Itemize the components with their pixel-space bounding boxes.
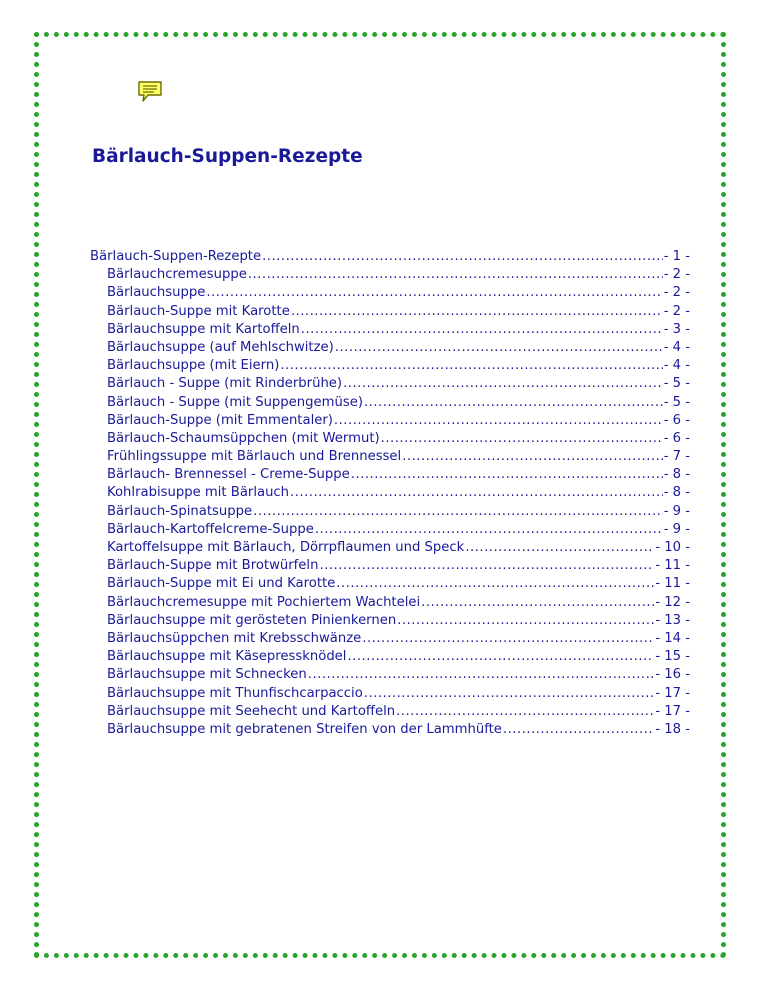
toc-page-number: - 15 - — [655, 649, 690, 665]
toc-entry-label: Bärlauch-Kartoffelcreme-Suppe — [107, 521, 314, 537]
toc-entry[interactable] — [90, 375, 690, 393]
toc-dot-leader — [308, 666, 655, 684]
toc-entry[interactable] — [90, 539, 690, 557]
toc-entry[interactable] — [90, 248, 690, 266]
toc-page-number: - 17 - — [655, 685, 690, 701]
toc-page-number: - 7 - — [663, 449, 690, 465]
comment-note-icon[interactable] — [137, 80, 163, 104]
toc-entry[interactable] — [90, 557, 690, 575]
toc-entry-label: Bärlauch-Suppe (mit Emmentaler) — [107, 412, 333, 428]
toc-dot-leader — [397, 612, 654, 630]
toc-entry-label: Bärlauch - Suppe (mit Suppengemüse) — [107, 394, 363, 410]
toc-page-number: - 11 - — [655, 576, 690, 592]
toc-dot-leader — [291, 303, 663, 321]
toc-entry[interactable] — [90, 284, 690, 302]
toc-entry[interactable] — [90, 503, 690, 521]
toc-page-number: - 13 - — [655, 612, 690, 628]
toc-page-number: - 10 - — [655, 540, 690, 555]
toc-dot-leader — [465, 539, 654, 557]
toc-entry[interactable] — [90, 321, 690, 339]
toc-dot-leader — [364, 394, 663, 412]
toc-entry[interactable] — [90, 521, 690, 539]
toc-entry-label: Bärlauchsüppchen mit Krebsschwänze — [107, 630, 362, 646]
toc-page-number: - 12 - — [655, 594, 690, 610]
toc-entry-label: Bärlauchsuppe mit Käsepressknödel — [107, 649, 347, 665]
toc-entry-label: Bärlauch-Suppen-Rezepte — [90, 249, 262, 264]
toc-entry[interactable] — [90, 594, 690, 612]
toc-entry-label: Bärlauch-Schaumsüppchen (mit Wermut) — [107, 430, 380, 446]
toc-entry[interactable] — [90, 394, 690, 412]
toc-entry-label: Frühlingssuppe mit Bärlauch und Brennessel — [107, 449, 402, 465]
toc-entry-label: Bärlauchsuppe (mit Eiern) — [107, 358, 280, 374]
page-title: Bärlauch-Suppen-Rezepte — [92, 146, 363, 167]
toc-page-number: - 5 - — [663, 376, 690, 392]
toc-entry-label: Bärlauchsuppe (auf Mehlschwitze) — [107, 339, 334, 355]
toc-page-number: - 3 - — [663, 321, 690, 337]
toc-entry-label: Bärlauch - Suppe (mit Rinderbrühe) — [107, 376, 343, 392]
toc-dot-leader — [351, 466, 663, 484]
toc-dot-leader — [319, 557, 654, 575]
toc-dot-leader — [290, 484, 663, 502]
toc-entry[interactable] — [90, 466, 690, 484]
toc-entry[interactable] — [90, 430, 690, 448]
toc-entry[interactable] — [90, 448, 690, 466]
toc-entry[interactable] — [90, 339, 690, 357]
toc-entry[interactable] — [90, 666, 690, 684]
toc-page-number: - 8 - — [663, 467, 690, 483]
toc-entry[interactable] — [90, 648, 690, 666]
toc-dot-leader — [362, 630, 654, 648]
toc-entry[interactable] — [90, 575, 690, 593]
toc-entry-label: Bärlauchsuppe mit Thunfischcarpaccio — [107, 685, 363, 701]
toc-page-number: - 4 - — [663, 358, 690, 374]
toc-page-number: - 9 - — [663, 503, 690, 519]
toc-entry-label: Bärlauchsuppe mit gerösteten Pinienkernen — [107, 612, 397, 628]
toc-entry-label: Bärlauchsuppe mit Seehecht und Kartoffeln — [107, 703, 396, 719]
toc-dot-leader — [206, 284, 662, 302]
toc-entry-label: Bärlauchsuppe mit gebratenen Streifen von der Lammhüfte — [107, 721, 502, 737]
toc-entry[interactable] — [90, 703, 690, 721]
toc-dot-leader — [280, 357, 662, 375]
toc-dot-leader — [334, 412, 663, 430]
toc-page-number: - 8 - — [663, 485, 690, 501]
toc-dot-leader — [262, 248, 663, 266]
toc-entry[interactable] — [90, 721, 690, 739]
toc-entry[interactable] — [90, 612, 690, 630]
toc-dot-leader — [347, 648, 654, 666]
toc-entry[interactable] — [90, 266, 690, 284]
toc-dot-leader — [402, 448, 662, 466]
table-of-contents — [90, 248, 690, 739]
toc-page-number: - 2 - — [663, 285, 690, 301]
toc-entry-label: Kohlrabisuppe mit Bärlauch — [107, 485, 290, 501]
toc-page-number: - 2 - — [663, 303, 690, 319]
toc-dot-leader — [343, 375, 663, 393]
toc-entry[interactable] — [90, 685, 690, 703]
toc-entry-label: Bärlauch- Brennessel - Creme-Suppe — [107, 467, 350, 483]
toc-dot-leader — [335, 339, 663, 357]
toc-entry[interactable] — [90, 303, 690, 321]
toc-dot-leader — [381, 430, 663, 448]
toc-entry-label: Bärlauch-Suppe mit Ei und Karotte — [107, 576, 336, 592]
toc-entry-label: Bärlauchcremesuppe mit Pochiertem Wachtelei — [107, 594, 421, 610]
toc-page-number: - 17 - — [655, 703, 690, 719]
toc-entry[interactable] — [90, 630, 690, 648]
toc-dot-leader — [336, 575, 654, 593]
toc-entry-label: Bärlauchcremesuppe — [107, 267, 247, 283]
toc-page-number: - 16 - — [655, 667, 690, 683]
toc-page-number: - 4 - — [663, 339, 690, 355]
toc-dot-leader — [364, 685, 655, 703]
toc-entry-label: Bärlauchsuppe — [107, 285, 206, 301]
toc-page-number: - 6 - — [663, 412, 690, 428]
toc-dot-leader — [503, 721, 654, 739]
toc-entry-label: Kartoffelsuppe mit Bärlauch, Dörrpflaumen und Speck — [107, 540, 465, 555]
toc-page-number: - 18 - — [655, 721, 690, 737]
toc-dot-leader — [301, 321, 663, 339]
toc-page-number: - 6 - — [663, 430, 690, 446]
toc-dot-leader — [248, 266, 663, 284]
toc-page-number: - 11 - — [655, 558, 690, 574]
toc-page-number: - 2 - — [663, 267, 690, 283]
toc-entry[interactable] — [90, 484, 690, 502]
toc-entry-label: Bärlauch-Spinatsuppe — [107, 503, 253, 519]
toc-page-number: - 1 - — [663, 249, 690, 264]
toc-page-number: - 5 - — [663, 394, 690, 410]
toc-entry-label: Bärlauch-Suppe mit Karotte — [107, 303, 290, 319]
toc-dot-leader — [421, 594, 654, 612]
toc-page-number: - 14 - — [655, 630, 690, 646]
toc-entry-label: Bärlauch-Suppe mit Brotwürfeln — [107, 558, 319, 574]
toc-entry-label: Bärlauchsuppe mit Kartoffeln — [107, 321, 300, 337]
toc-dot-leader — [253, 503, 663, 521]
speech-bubble-note-icon — [137, 80, 163, 104]
toc-dot-leader — [315, 521, 663, 539]
toc-entry-label: Bärlauchsuppe mit Schnecken — [107, 667, 307, 683]
toc-entry[interactable] — [90, 357, 690, 375]
toc-dot-leader — [396, 703, 654, 721]
toc-page-number: - 9 - — [663, 521, 690, 537]
toc-entry[interactable] — [90, 412, 690, 430]
